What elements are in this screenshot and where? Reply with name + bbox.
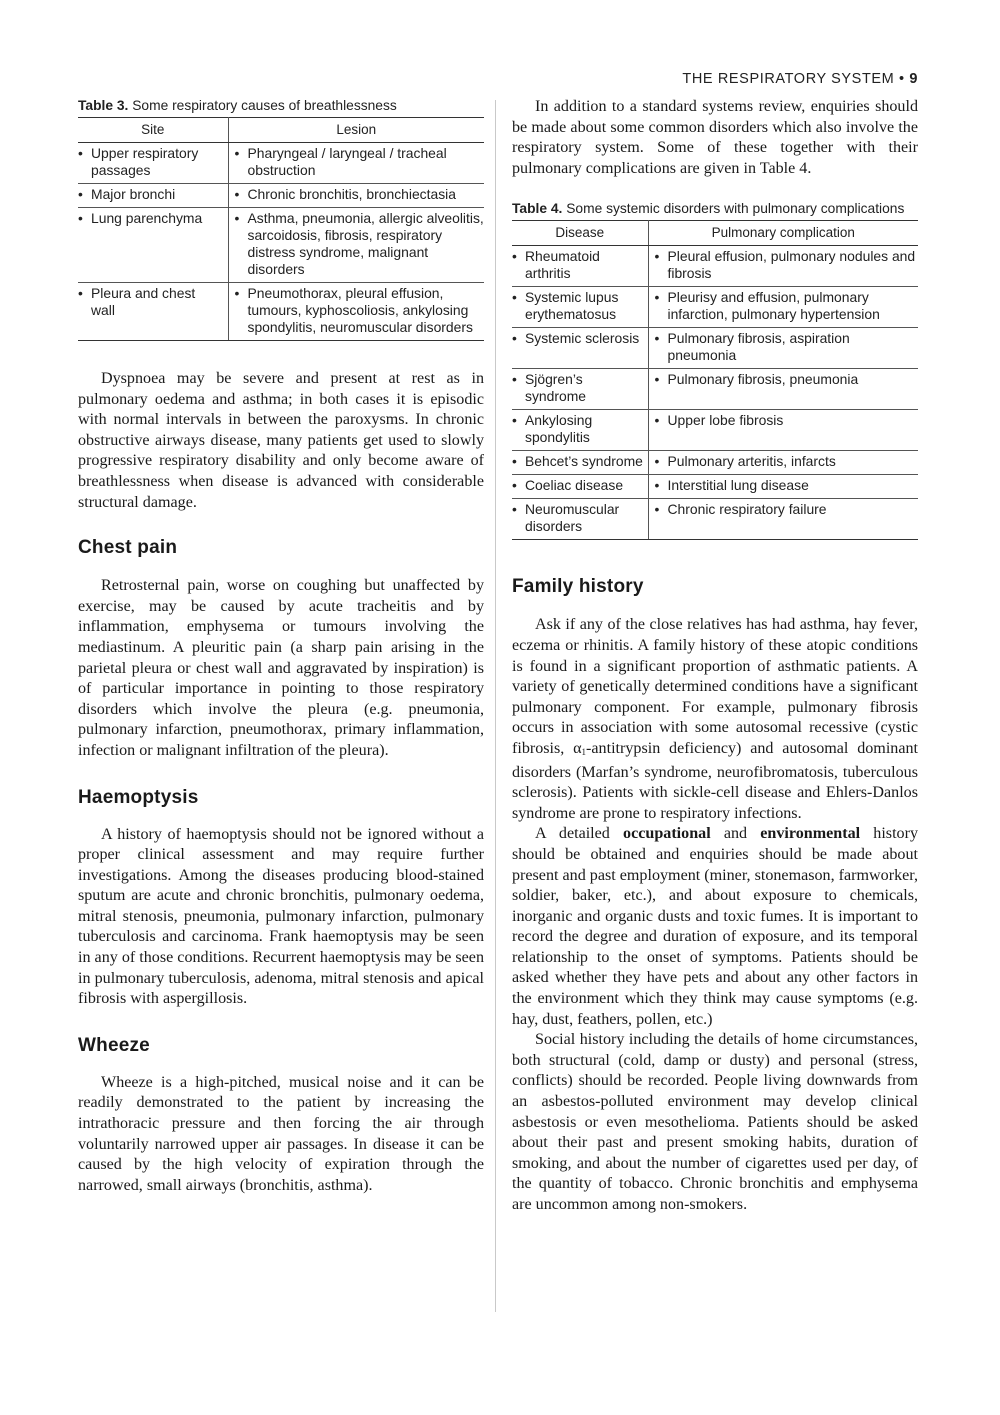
- table-row: [512, 328, 918, 369]
- table-row: [512, 246, 918, 287]
- table-row: [512, 451, 918, 475]
- running-title: THE RESPIRATORY SYSTEM: [682, 71, 895, 87]
- table-cell: • Major bronchi: [78, 186, 222, 203]
- table-cell: • Pulmonary fibrosis, aspiration pneumonia: [655, 330, 919, 364]
- subscript: 1: [581, 746, 587, 757]
- running-head-separator: •: [899, 71, 905, 87]
- family-history-section: [512, 615, 918, 1215]
- table-cell: • Asthma, pneumonia, allergic alveolitis, sarcoidosis, fibrosis, respiratory distress syndrome, malignant disorders: [235, 210, 485, 278]
- bold-term: environmental: [760, 825, 861, 843]
- table-cell: • Pleura and chest wall: [78, 285, 222, 319]
- table-cell: • Upper respiratory passages: [78, 145, 222, 179]
- heading-haemoptysis: Haemoptysis: [78, 786, 199, 808]
- heading-wheeze: Wheeze: [78, 1034, 150, 1056]
- heading-family-history: Family history: [512, 576, 644, 598]
- table-cell: • Rheumatoid arthritis: [512, 248, 644, 282]
- table3: [78, 117, 484, 341]
- table-cell: • Interstitial lung disease: [655, 477, 919, 494]
- page-number: 9: [909, 71, 918, 87]
- paragraph: Wheeze is a high-pitched, musical noise and it can be readily demonstrated to the patient by increasing the intrathoracic pressure and then forcing the air through voluntarily narrowed upper air passages. In disease it can be caused by the high velocity of expiration through the narrowed, small airways (bronchitis, asthma).: [78, 1073, 484, 1194]
- paragraph: Dyspnoea may be severe and present at rest as in pulmonary oedema and asthma; in both cases it is episodic with normal intervals in between the paroxysms. In chronic obstructive airways disease, many patients get used to slowly progressive respiratory disability and only become aware of breathlessness when disease is advanced with considerable structural damage.: [78, 370, 484, 511]
- running-head: [682, 71, 918, 87]
- table-row: [78, 143, 484, 184]
- table-cell: • Pleural effusion, pulmonary nodules and fibrosis: [655, 248, 919, 282]
- table-row: [78, 208, 484, 283]
- table-row: [512, 369, 918, 410]
- table-cell: • Lung parenchyma: [78, 210, 222, 227]
- paragraph: Social history including the details of home circumstances, both structural (cold, damp or dusty) and personal (stress, conflicts) should be recorded. People living downwards from an asbestos-polluted environment may develop clinical asbestosis or even mesothelioma. Patients should be asked about their past and present smoking habits, duration of smoking, and about the number of cigarettes used per day, of the quantity of tobacco. Chronic bronchitis and emphysema are uncommon among non-smokers.: [512, 1031, 918, 1213]
- table-cell: • Upper lobe fibrosis: [655, 412, 919, 429]
- table-cell: • Neuromuscular disorders: [512, 501, 644, 535]
- table4-title: Some systemic disorders with pulmonary complications: [566, 201, 905, 217]
- table-cell: • Behcet’s syndrome: [512, 453, 644, 470]
- text-run: A detailed: [535, 825, 624, 843]
- paragraph: [512, 824, 918, 1030]
- table3-label: Table 3.: [78, 98, 129, 113]
- table-row: [512, 499, 918, 540]
- table-row: [512, 410, 918, 451]
- table-cell: • Pulmonary fibrosis, pneumonia: [655, 371, 919, 388]
- table3-header-row: [78, 118, 484, 143]
- table4-col-complication: Pulmonary complication: [648, 221, 918, 246]
- table-cell: • Coeliac disease: [512, 477, 644, 494]
- bold-term: occupational: [623, 825, 711, 843]
- table3-title: Some respiratory causes of breathlessness: [132, 98, 397, 113]
- table-cell: • Systemic sclerosis: [512, 330, 644, 347]
- table-cell: • Chronic respiratory failure: [655, 501, 919, 518]
- chest-pain-section: [78, 576, 484, 761]
- table-cell: • Pharyngeal / laryngeal / tracheal obstruction: [235, 145, 485, 179]
- table4-label: Table 4.: [512, 201, 563, 217]
- intro-section: [512, 97, 918, 179]
- table-cell: • Pleurisy and effusion, pulmonary infarction, pulmonary hypertension: [655, 289, 919, 323]
- table-cell: • Chronic bronchitis, bronchiectasia: [235, 186, 485, 203]
- text-run: history should be obtained and enquiries should be made about present and past employment (miner, stonemason, farmworker, soldier, baker, etc.), and about exposure to chemicals, inorganic and organic dusts and toxic fumes. It is important to record the degree and duration of exposure, and its temporal relationship to the onset of symptoms. Patients should be asked whether they have pets and about any other factors in the environment which they think may cause symptoms (e.g. hay, dust, feathers, pollen, etc.): [512, 825, 918, 1028]
- table-row: [78, 283, 484, 341]
- table-cell: • Pneumothorax, pleural effusion, tumours, kyphoscoliosis, ankylosing spondylitis, neuromuscular disorders: [235, 285, 485, 336]
- paragraph: A history of haemoptysis should not be ignored without a proper clinical assessment and may require further investigations. Among the diseases producing blood-stained sputum are acute and chronic bronchitis, pulmonary oedema, mitral stenosis, pneumonia, pulmonary infarction, pulmonary tuberculosis and carcinoma. Frank haemoptysis may be seen in any of those conditions. Recurrent haemoptysis may be seen in pulmonary tuberculosis, adenoma, mitral stenosis and apical fibrosis with aspergillosis.: [78, 825, 484, 1008]
- paragraph: [512, 615, 918, 824]
- heading-chest-pain: Chest pain: [78, 537, 178, 559]
- text-run: and: [710, 825, 761, 843]
- table-cell: • Systemic lupus erythematosus: [512, 289, 644, 323]
- dyspnoea-section: [78, 369, 484, 513]
- column-divider: [495, 100, 496, 1312]
- table4: [512, 220, 918, 540]
- table-cell: • Pulmonary arteritis, infarcts: [655, 453, 919, 470]
- paragraph: Retrosternal pain, worse on coughing but unaffected by exercise, may be caused by acute tracheitis and by inflammation, emphysema or tumours involving the mediastinum. A pleuritic pain (a sharp pain arising in the parietal pleura or chest wall and aggravated by inspiration) is of particular importance in pointing to those respiratory disorders which involve the pleura (e.g. pneumonia, pulmonary infarction, pneumothorax, primary inflammation, infection or malignant infiltration of the pleura).: [78, 577, 484, 759]
- table-cell: • Sjögren’s syndrome: [512, 371, 644, 405]
- table3-caption: [78, 97, 484, 114]
- table4-col-disease: Disease: [512, 221, 648, 246]
- wheeze-section: [78, 1073, 484, 1197]
- table-row: [512, 475, 918, 499]
- table3-col-site: Site: [78, 118, 228, 143]
- table3-col-lesion: Lesion: [228, 118, 484, 143]
- haemoptysis-section: [78, 825, 484, 1010]
- table4-header-row: [512, 221, 918, 246]
- right-column: [512, 97, 918, 1216]
- table4-caption: [512, 200, 918, 217]
- text-run: Ask if any of the close relatives has had asthma, hay fever, eczema or rhinitis. A family history of these atopic conditions is found in a significant proportion of asthmatic patients. A variety of genetically determined conditions have a significant pulmonary component. For example, pulmonary fibrosis occurs in association with some autosomal recessive (cystic fibrosis, α: [512, 616, 918, 757]
- left-column: [78, 97, 484, 1196]
- table-row: [78, 184, 484, 208]
- table-cell: • Ankylosing spondylitis: [512, 412, 644, 446]
- paragraph: In addition to a standard systems review, enquiries should be made about some common disorders which also involve the respiratory system. Some of these together with their pulmonary complications are given in Table 4.: [512, 98, 918, 177]
- table-row: [512, 287, 918, 328]
- text-run: -antitrypsin deficiency) and autosomal dominant disorders (Marfan’s syndrome, neurofibromatosis, tuberculous sclerosis). Patients with sickle-cell disease and Ehlers-Danlos syndrome are prone to respiratory infections.: [512, 739, 918, 822]
